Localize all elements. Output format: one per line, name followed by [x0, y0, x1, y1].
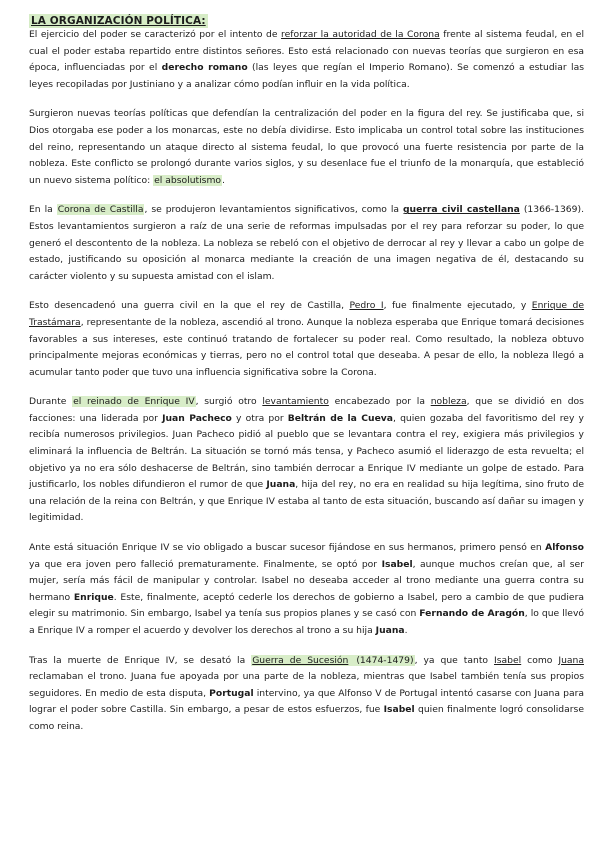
text: como	[521, 654, 559, 666]
text: , ya que tanto	[414, 654, 495, 666]
highlighted-text: Corona de Castilla	[57, 204, 144, 216]
bold-text: derecho romano	[161, 62, 248, 74]
text: reclamaban el trono. Juana fue apoyada por una parte de la nobleza, mientras que Isabel también tenía sus propios seguidores. En medio de esta disputa,	[29, 671, 584, 699]
highlighted-text: Guerra de Sucesión	[252, 654, 349, 666]
highlighted-text: (1474-1479)	[350, 654, 414, 666]
text: . Este, finalmente, aceptó cederle los derechos de gobierno a Isabel, pero a cambio de que pudiera elegir su matrimonio. Sin embargo, Isabel ya tenía sus propios planes y se casó con	[29, 591, 584, 620]
text: , quien gozaba del favoritismo del rey y recibía numerosos privilegios. Juan Pacheco pidió al pueblo que se levantara contra el rey, exigiera más privilegios y eliminará la influencia de Beltrán. La situación se tornó más tensa, y Pacheco asumió el liderazgo de esta revuelta; el objetivo ya no era sólo deshacerse de Beltrán, sino también derrocar a Enrique IV mediante un golpe de estado. Para justificarlo, los nobles difundieron el rumor de que	[29, 412, 584, 491]
text: encabezado por la	[328, 396, 431, 408]
text: y otra por	[231, 412, 288, 424]
bold-text: Enrique	[73, 591, 114, 603]
bold-text: Isabel	[383, 704, 415, 716]
text: intervino, ya que Alfonso V de Portugal intentó casarse con Juana para lograr el poder sobre Castilla. Sin embargo, a pesar de estos esfuerzos, fue	[29, 687, 584, 716]
bold-text: Juana	[266, 479, 296, 491]
paragraph-7	[29, 653, 584, 736]
paragraph-5	[29, 394, 584, 527]
text: , representante de la nobleza, ascendió al trono. Aunque la nobleza esperaba que Enrique tomará decisiones favorables a sus intereses, este continuó tratando de fortalecer su poder real. Como resultado, la nobleza obtuvo principalmente mejoras económicas y tierras, pero no el control total que deseaba. A pesar de ello, la nobleza llegó a acumular tanto poder que tuvo una influencia significativa sobre la Corona.	[29, 316, 584, 378]
text: Ante está situación Enrique IV se vio obligado a buscar sucesor fijándose en sus hermanos, primero pensó en	[29, 542, 546, 554]
underlined-text: levantamiento	[262, 396, 329, 408]
text: , lo que llevó a Enrique IV a romper el acuerdo y devolver los derechos al trono a su hija	[29, 608, 585, 636]
underlined-text: reforzar la autoridad de la Corona	[281, 29, 440, 40]
paragraph-2	[29, 106, 584, 189]
text: En la	[29, 204, 57, 216]
bold-text: Alfonso	[545, 542, 584, 554]
text: quien finalmente logró consolidarse como reina.	[29, 704, 584, 732]
underlined-text: Pedro I	[349, 300, 384, 312]
text: .	[222, 174, 225, 186]
bold-text: Isabel	[381, 558, 413, 570]
text: , que se dividió en dos facciones: una liderada por	[29, 396, 584, 424]
text: (1366-1369). Estos levantamientos surgieron a raíz de una serie de reformas impulsadas por el rey para reforzar su poder, lo que generó el descontento de la nobleza. La nobleza se rebeló con el objetivo de derrocar al rey y llevar a cabo un golpe de estado, justificando su oposición al monarca mediante la creación de una imagen negativa de él, destacando su carácter violento y su supuesta amistad con el islam.	[29, 204, 584, 282]
text: Esto desencadenó una guerra civil en la que el rey de Castilla,	[29, 300, 350, 312]
text: , surgió otro	[195, 396, 263, 408]
paragraph-1	[29, 27, 584, 93]
title-wrap	[29, 9, 584, 27]
text: El ejercicio del poder se caracterizó por el intento de	[29, 29, 282, 40]
paragraph-3	[29, 202, 584, 285]
text: (las leyes que regían el Imperio Romano). Se comenzó a estudiar las leyes recopiladas por Justiniano y a analizar cómo podían influir en la vida política.	[29, 62, 584, 90]
bold-text: Juan Pacheco	[162, 412, 232, 424]
underlined-text: Isabel	[494, 654, 522, 666]
page-title: LA ORGANIZACIÓN POLÍTICA:	[31, 15, 206, 27]
text: frente al sistema feudal, en el cual el poder estaba repartido entre distintos señores. Esto está relacionado con nuevas teorías que surgieron en esa época, influenciadas por el	[29, 29, 585, 74]
text: .	[404, 625, 408, 636]
text: Tras la muerte de Enrique IV, se desató la	[29, 654, 252, 666]
paragraph-6	[29, 540, 584, 640]
paragraph-4	[29, 298, 584, 381]
text: , fue finalmente ejecutado, y	[383, 300, 532, 312]
text: Surgieron nuevas teorías políticas que defendían la centralización del poder en la figura del rey. Se justificaba que, si Dios otorgaba ese poder a los monarcas, este no debía dividirse. Esto implicaba un control total sobre las instituciones del reino, representando un ataque directo al sistema feudal, lo que provocó una fuerte resistencia por parte de la nobleza. Este conflicto se prolongó durante varios siglos, y su desenlace fue el triunfo de la monarquía, que estableció un nuevo sistema político:	[29, 108, 584, 186]
underlined-text: Enrique de Trastámara	[29, 300, 584, 328]
bold-text: Juana	[375, 625, 405, 636]
bold-text: guerra civil castellana	[402, 204, 520, 216]
bold-text: Portugal	[209, 687, 254, 699]
bold-text: Beltrán de la Cueva	[287, 412, 393, 424]
highlighted-text: el reinado de Enrique IV	[73, 396, 195, 408]
text: , hija del rey, no era en realidad su hija legítima, sino fruto de una relación de la reina con Beltrán, y que Enrique IV estaba al tanto de esta situación, buscando así dañar su imagen y legitimidad.	[29, 479, 584, 524]
highlighted-text: el absolutismo	[154, 174, 222, 186]
underlined-text: Juana	[558, 654, 584, 666]
bold-text: Fernando de Aragón	[419, 608, 525, 620]
underlined-text: nobleza	[430, 396, 467, 408]
text: , se produjeron levantamientos significativos, como la	[144, 204, 403, 216]
text: ya que era joven pero falleció prematuramente. Finalmente, se optó por	[29, 558, 382, 570]
text: Durante	[29, 396, 73, 408]
text: , aunque muchos creían que, al ser mujer, sería más fácil de manipular y controlar. Isabel no deseaba acceder al trono mediante una guerra contra su hermano	[29, 558, 584, 603]
